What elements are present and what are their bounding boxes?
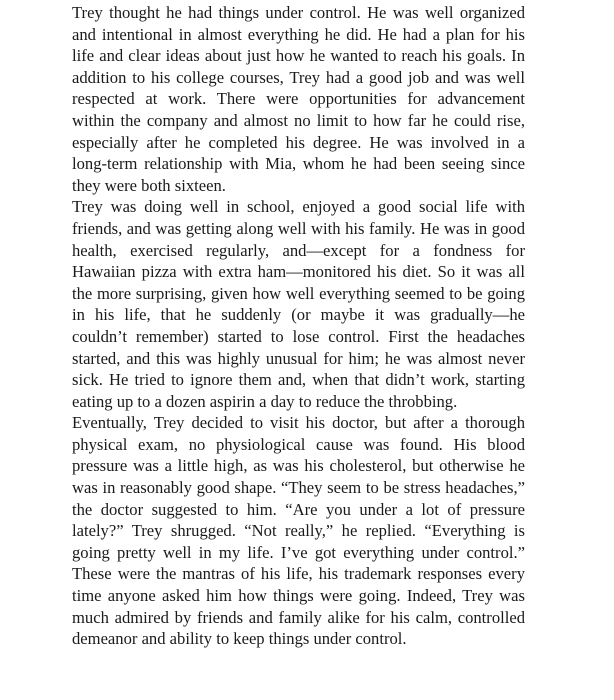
paragraph-2: Trey was doing well in school, enjoyed a good social life with friends, and was getting along well with his family. He was in good health, exercised regularly, and—except for a fondness for Hawaiian pizza with extra ham—monitored his diet. So it was all the more surprising, given how well everything seemed to be going in his life, that he suddenly (or maybe it was gradually—he couldn’t remember) started to lose control. First the headaches started, and this was highly unusual for him; he was almost never sick. He tried to ignore them and, when that didn’t work, starting eating up to a dozen aspirin a day to reduce the throbbing. [72, 197, 525, 411]
paragraph-1: Trey thought he had things under control. He was well organized and intentional in almost everything he did. He had a plan for his life and clear ideas about just how he wanted to reach his goals. In addition to his college courses, Trey had a good job and was well respected at work. There were opportunities for advancement within the company and almost no limit to how far he could rise, especially after he completed his degree. He was involved in a long-term relationship with Mia, whom he had been seeing since they were both sixteen. [72, 3, 525, 195]
paragraph-3: Eventually, Trey decided to visit his doctor, but after a thorough physical exam, no physiological cause was found. His blood pressure was a little high, as was his cholesterol, but otherwise he was in reasonably good shape. “They seem to be stress headaches,” the doctor suggested to him. “Are you under a lot of pressure lately?” Trey shrugged. “Not really,” he replied. “Everything is going pretty well in my life. I’ve got everything under control.” These were the mantras of his life, his trademark responses every time anyone asked him how things were going. Indeed, Trey was much admired by friends and family alike for his calm, controlled demeanor and ability to keep things under control. [72, 413, 525, 649]
document-page [72, 2, 525, 650]
